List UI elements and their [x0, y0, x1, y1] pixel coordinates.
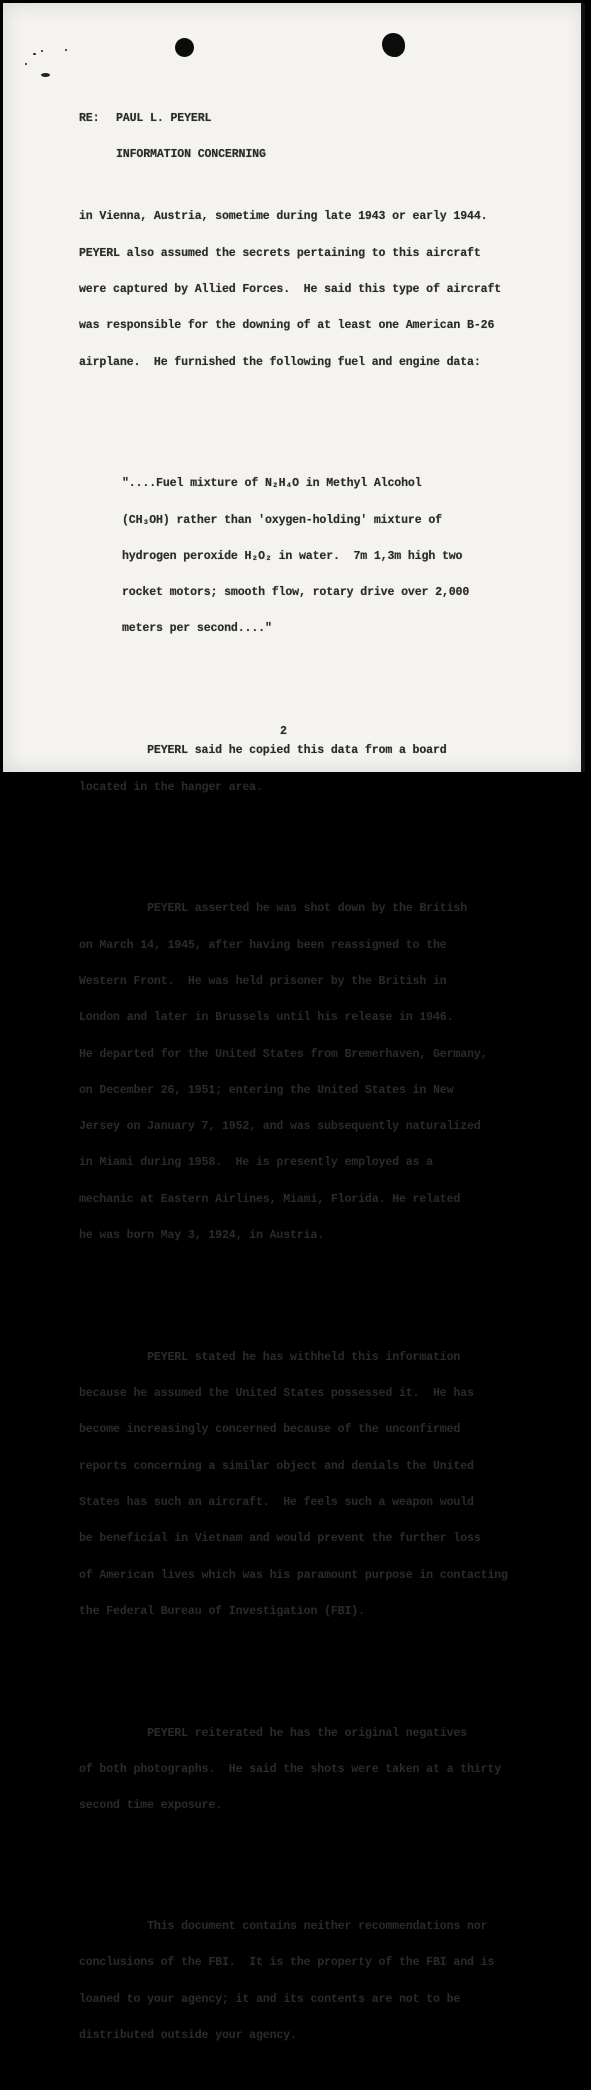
punch-hole-right	[382, 33, 405, 57]
paragraph-withheld	[79, 1328, 508, 1642]
text-line: He departed for the United States from Bremerhaven, Germany,	[79, 1047, 488, 1061]
text-line: hydrogen peroxide H₂O₂ in water. 7m 1,3m high two	[122, 549, 463, 563]
text-line: (CH₃OH) rather than 'oxygen-holding' mixture of	[122, 513, 442, 527]
text-line: "....Fuel mixture of N₂H₄O in Methyl Alcohol	[122, 477, 422, 491]
text-line: Jersey on January 7, 1952, and was subsequently naturalized	[79, 1120, 481, 1134]
text-line: PEYERL reiterated he has the original negatives	[79, 1726, 468, 1740]
text-line: were captured by Allied Forces. He said this type of aircraft	[79, 282, 502, 296]
text-line: conclusions of the FBI. It is the property of the FBI and is	[79, 1956, 495, 1970]
paragraph-aircraft	[79, 187, 508, 393]
text-line: was responsible for the downing of at least one American B-26	[79, 319, 495, 333]
text-line: rocket motors; smooth flow, rotary drive over 2,000	[122, 586, 470, 600]
text-line: on December 26, 1951; entering the United States in New	[79, 1083, 454, 1097]
text-line: on March 14, 1945, after having been reassigned to the	[79, 938, 447, 952]
paragraph-shot-down	[79, 879, 508, 1266]
text-line: second time exposure.	[79, 1799, 222, 1813]
paragraph-negatives	[79, 1703, 508, 1836]
text-line: in Miami during 1958. He is presently employed as a	[79, 1156, 433, 1170]
text-line: in Vienna, Austria, sometime during late 1943 or early 1944.	[79, 210, 488, 224]
paragraph-disclaimer	[79, 1897, 508, 2066]
ink-speck	[65, 49, 67, 51]
text-line: located in the hanger area.	[79, 780, 263, 794]
re-label-spacer	[79, 149, 116, 161]
text-line: loaned to your agency; it and its contents are not to be	[79, 1992, 461, 2006]
subject-name: PAUL L. PEYERL	[116, 112, 212, 126]
re-label: RE:	[79, 112, 100, 126]
text-line: London and later in Brussels until his release in 1946.	[79, 1011, 454, 1025]
subject-line-2: INFORMATION CONCERNING	[116, 148, 266, 162]
text-line: Western Front. He was held prisoner by the British in	[79, 975, 447, 988]
text-line: PEYERL also assumed the secrets pertaining to this aircraft	[79, 246, 481, 260]
text-line: because he assumed the United States possessed it. He has	[79, 1387, 474, 1401]
text-line: distributed outside your agency.	[79, 2028, 297, 2042]
page-number: 2	[280, 725, 287, 738]
text-line: This document contains neither recommendations nor	[79, 1920, 488, 1934]
document-body	[79, 163, 508, 2090]
text-line: become increasingly concerned because of the unconfirmed	[79, 1423, 461, 1437]
document-page	[3, 3, 585, 2042]
text-line: he was born May 3, 1924, in Austria.	[79, 1228, 325, 1242]
text-line: PEYERL said he copied this data from a board	[79, 744, 447, 758]
ink-speck	[25, 63, 27, 65]
text-line: reports concerning a similar object and denials the United	[79, 1459, 474, 1473]
text-line: meters per second...."	[122, 622, 272, 636]
quoted-fuel-data	[79, 454, 508, 660]
ink-speck	[33, 53, 36, 55]
punch-hole-left	[175, 38, 194, 57]
text-line: of both photographs. He said the shots were taken at a thirty	[79, 1762, 502, 1776]
text-line: mechanic at Eastern Airlines, Miami, Florida. He related	[79, 1192, 461, 1206]
text-line: of American lives which was his paramount purpose in contacting	[79, 1568, 508, 1582]
text-line: be beneficial in Vietnam and would prevent the further loss	[79, 1532, 481, 1546]
ink-speck	[41, 73, 50, 77]
text-line: PEYERL asserted he was shot down by the British	[79, 902, 468, 916]
text-line: States has such an aircraft. He feels such a weapon would	[79, 1495, 474, 1509]
text-line: PEYERL stated he has withheld this information	[79, 1350, 461, 1364]
text-line: airplane. He furnished the following fuel and engine data:	[79, 355, 481, 369]
text-line: the Federal Bureau of Investigation (FBI).	[79, 1604, 365, 1618]
paragraph-copied-data	[79, 721, 508, 818]
ink-speck	[41, 50, 43, 52]
